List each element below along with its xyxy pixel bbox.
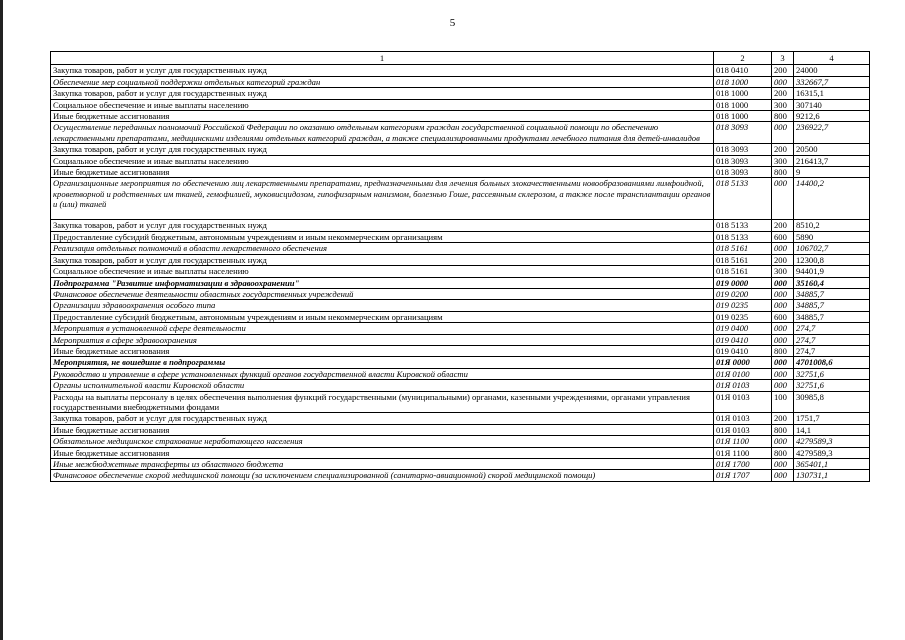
row-code: 018 5161 (714, 243, 772, 254)
row-name: Закупка товаров, работ и услуг для государственных нужд (51, 144, 714, 155)
row-expense-type: 600 (772, 311, 794, 322)
row-name: Иные межбюджетные трансферты из областного бюджета (51, 459, 714, 470)
row-expense-type: 000 (772, 277, 794, 288)
table-row (51, 459, 870, 470)
row-expense-type: 000 (772, 178, 794, 220)
table-row (51, 231, 870, 242)
row-amount: 34885,7 (794, 300, 870, 311)
row-expense-type: 000 (772, 368, 794, 379)
row-code: 018 5133 (714, 231, 772, 242)
row-name: Финансовое обеспечение скорой медицинской помощи (за исключением специализированной (санитарно-авиационной) скорой медицинской помощи) (51, 470, 714, 481)
row-code: 01Я 1100 (714, 447, 772, 458)
row-code: 019 0235 (714, 300, 772, 311)
row-amount: 5890 (794, 231, 870, 242)
row-code: 01Я 0100 (714, 368, 772, 379)
row-expense-type: 200 (772, 144, 794, 155)
scan-edge-line (0, 0, 3, 640)
row-name: Мероприятия в сфере здравоохранения (51, 334, 714, 345)
row-amount: 14,1 (794, 424, 870, 435)
row-code: 018 5133 (714, 178, 772, 220)
row-code: 018 5161 (714, 266, 772, 277)
header-row (51, 52, 870, 65)
row-amount: 106702,7 (794, 243, 870, 254)
row-amount: 16315,1 (794, 88, 870, 99)
table-row (51, 99, 870, 110)
row-amount: 4279589,3 (794, 447, 870, 458)
table-row (51, 254, 870, 265)
row-name: Расходы на выплаты персоналу в целях обеспечения выполнения функций государственными (муниципальными) органами, казенными учреждениями, органами управления государственными внебюджетными фондами (51, 391, 714, 413)
row-code: 018 3093 (714, 167, 772, 178)
table-row (51, 368, 870, 379)
table-row (51, 266, 870, 277)
row-amount: 274,7 (794, 323, 870, 334)
page-number: 5 (449, 17, 456, 29)
row-expense-type: 800 (772, 447, 794, 458)
row-amount: 332667,7 (794, 76, 870, 87)
row-amount: 34885,7 (794, 288, 870, 299)
table-row (51, 76, 870, 87)
row-name: Обеспечение мер социальной поддержки отдельных категорий граждан (51, 76, 714, 87)
row-amount: 9212,6 (794, 111, 870, 122)
row-expense-type: 200 (772, 65, 794, 76)
header-col-3: 3 (772, 52, 794, 65)
row-amount: 274,7 (794, 334, 870, 345)
table-row (51, 144, 870, 155)
row-amount: 32751,6 (794, 380, 870, 391)
row-amount: 216413,7 (794, 155, 870, 166)
row-code: 019 0400 (714, 323, 772, 334)
row-code: 018 1000 (714, 88, 772, 99)
row-amount: 307140 (794, 99, 870, 110)
row-code: 01Я 1700 (714, 459, 772, 470)
row-amount: 20500 (794, 144, 870, 155)
table-row (51, 345, 870, 356)
table-row (51, 155, 870, 166)
row-code: 018 1000 (714, 99, 772, 110)
row-expense-type: 000 (772, 76, 794, 87)
row-code: 018 5133 (714, 220, 772, 231)
row-name: Иные бюджетные ассигнования (51, 111, 714, 122)
row-amount: 9 (794, 167, 870, 178)
row-name: Иные бюджетные ассигнования (51, 345, 714, 356)
row-name: Иные бюджетные ассигнования (51, 167, 714, 178)
table-row (51, 288, 870, 299)
row-expense-type: 200 (772, 413, 794, 424)
row-name: Социальное обеспечение и иные выплаты населению (51, 266, 714, 277)
row-code: 018 5161 (714, 254, 772, 265)
row-name: Мероприятия в установленной сфере деятельности (51, 323, 714, 334)
row-expense-type: 000 (772, 243, 794, 254)
row-amount: 365401,1 (794, 459, 870, 470)
table-row (51, 167, 870, 178)
table-row (51, 122, 870, 144)
row-code: 018 0410 (714, 65, 772, 76)
row-name: Закупка товаров, работ и услуг для государственных нужд (51, 413, 714, 424)
row-expense-type: 800 (772, 345, 794, 356)
row-amount: 8510,2 (794, 220, 870, 231)
row-amount: 236922,7 (794, 122, 870, 144)
row-name: Организационные мероприятия по обеспечению лиц лекарственными препаратами, предназначенными для лечения больных злокачественными новообразованиями лимфоидной, кроветворной и родственных им тканей, гемофилией, муковисцидозом, гипофизарным нанизмом, болезнью Гоше, рассеянным склерозом, а также после трансплантации органов и (или) тканей (51, 178, 714, 220)
row-expense-type: 000 (772, 357, 794, 368)
row-name: Организации здравоохранения особого типа (51, 300, 714, 311)
row-code: 018 3093 (714, 155, 772, 166)
row-code: 018 1000 (714, 111, 772, 122)
row-expense-type: 000 (772, 334, 794, 345)
row-amount: 130731,1 (794, 470, 870, 481)
row-code: 018 3093 (714, 122, 772, 144)
row-expense-type: 000 (772, 122, 794, 144)
row-name: Закупка товаров, работ и услуг для государственных нужд (51, 65, 714, 76)
budget-table (50, 51, 870, 482)
row-amount: 1751,7 (794, 413, 870, 424)
row-code: 018 3093 (714, 144, 772, 155)
row-expense-type: 800 (772, 167, 794, 178)
table-row (51, 413, 870, 424)
row-name: Руководство и управление в сфере установленных функций органов государственной власти Кировской области (51, 368, 714, 379)
row-amount: 94401,9 (794, 266, 870, 277)
row-expense-type: 600 (772, 231, 794, 242)
row-code: 019 0410 (714, 334, 772, 345)
row-code: 019 0000 (714, 277, 772, 288)
table-row (51, 323, 870, 334)
row-name: Обязательное медицинское страхование неработающего населения (51, 436, 714, 447)
row-name: Закупка товаров, работ и услуг для государственных нужд (51, 88, 714, 99)
row-amount: 14400,2 (794, 178, 870, 220)
row-code: 01Я 1100 (714, 436, 772, 447)
row-name: Социальное обеспечение и иные выплаты населению (51, 99, 714, 110)
row-amount: 12300,8 (794, 254, 870, 265)
row-expense-type: 000 (772, 470, 794, 481)
row-expense-type: 300 (772, 266, 794, 277)
row-code: 019 0200 (714, 288, 772, 299)
row-name: Подпрограмма "Развитие информатизации в здравоохранении" (51, 277, 714, 288)
budget-table-body (51, 52, 870, 482)
table-row (51, 220, 870, 231)
row-expense-type: 200 (772, 254, 794, 265)
table-row (51, 243, 870, 254)
row-code: 019 0235 (714, 311, 772, 322)
row-name: Предоставление субсидий бюджетным, автономным учреждениям и иным некоммерческим организациям (51, 311, 714, 322)
row-name: Закупка товаров, работ и услуг для государственных нужд (51, 220, 714, 231)
row-amount: 32751,6 (794, 368, 870, 379)
table-row (51, 447, 870, 458)
row-code: 01Я 0103 (714, 424, 772, 435)
header-col-1: 1 (51, 52, 714, 65)
row-expense-type: 000 (772, 436, 794, 447)
row-code: 018 1000 (714, 76, 772, 87)
row-amount: 35160,4 (794, 277, 870, 288)
row-expense-type: 100 (772, 391, 794, 413)
row-expense-type: 000 (772, 300, 794, 311)
row-expense-type: 200 (772, 88, 794, 99)
row-expense-type: 300 (772, 99, 794, 110)
row-name: Реализация отдельных полномочий в области лекарственного обеспечения (51, 243, 714, 254)
row-name: Закупка товаров, работ и услуг для государственных нужд (51, 254, 714, 265)
row-amount: 4701008,6 (794, 357, 870, 368)
row-expense-type: 000 (772, 323, 794, 334)
table-row (51, 300, 870, 311)
row-name: Предоставление субсидий бюджетным, автономным учреждениям и иным некоммерческим организациям (51, 231, 714, 242)
table-row (51, 277, 870, 288)
row-code: 01Я 0103 (714, 413, 772, 424)
header-col-2: 2 (714, 52, 772, 65)
table-row (51, 65, 870, 76)
table-row (51, 357, 870, 368)
table-row (51, 178, 870, 220)
table-row (51, 391, 870, 413)
table-row (51, 380, 870, 391)
table-row (51, 424, 870, 435)
row-amount: 274,7 (794, 345, 870, 356)
row-expense-type: 200 (772, 220, 794, 231)
row-name: Социальное обеспечение и иные выплаты населению (51, 155, 714, 166)
row-expense-type: 800 (772, 424, 794, 435)
table-row (51, 88, 870, 99)
row-name: Органы исполнительной власти Кировской области (51, 380, 714, 391)
row-code: 01Я 0103 (714, 380, 772, 391)
table-row (51, 470, 870, 481)
row-name: Осуществление переданных полномочий Российской Федерации по оказанию отдельным категориям граждан государственной социальной помощи по обеспечению лекарственными препаратами, медицинскими изделиями отдельных категорий граждан, а также специализированными продуктами лечебного питания для детей-инвалидов (51, 122, 714, 144)
row-name: Мероприятия, не вошедшие в подпрограммы (51, 357, 714, 368)
row-amount: 24000 (794, 65, 870, 76)
row-code: 019 0410 (714, 345, 772, 356)
row-code: 01Я 1707 (714, 470, 772, 481)
row-name: Иные бюджетные ассигнования (51, 424, 714, 435)
row-expense-type: 300 (772, 155, 794, 166)
table-row (51, 436, 870, 447)
row-amount: 4279589,3 (794, 436, 870, 447)
row-name: Иные бюджетные ассигнования (51, 447, 714, 458)
row-expense-type: 800 (772, 111, 794, 122)
row-name: Финансовое обеспечение деятельности областных государственных учреждений (51, 288, 714, 299)
header-col-4: 4 (794, 52, 870, 65)
row-expense-type: 000 (772, 288, 794, 299)
table-row (51, 334, 870, 345)
row-amount: 34885,7 (794, 311, 870, 322)
table-row (51, 111, 870, 122)
row-expense-type: 000 (772, 459, 794, 470)
row-code: 01Я 0000 (714, 357, 772, 368)
row-expense-type: 000 (772, 380, 794, 391)
table-row (51, 311, 870, 322)
row-amount: 30985,8 (794, 391, 870, 413)
row-code: 01Я 0103 (714, 391, 772, 413)
